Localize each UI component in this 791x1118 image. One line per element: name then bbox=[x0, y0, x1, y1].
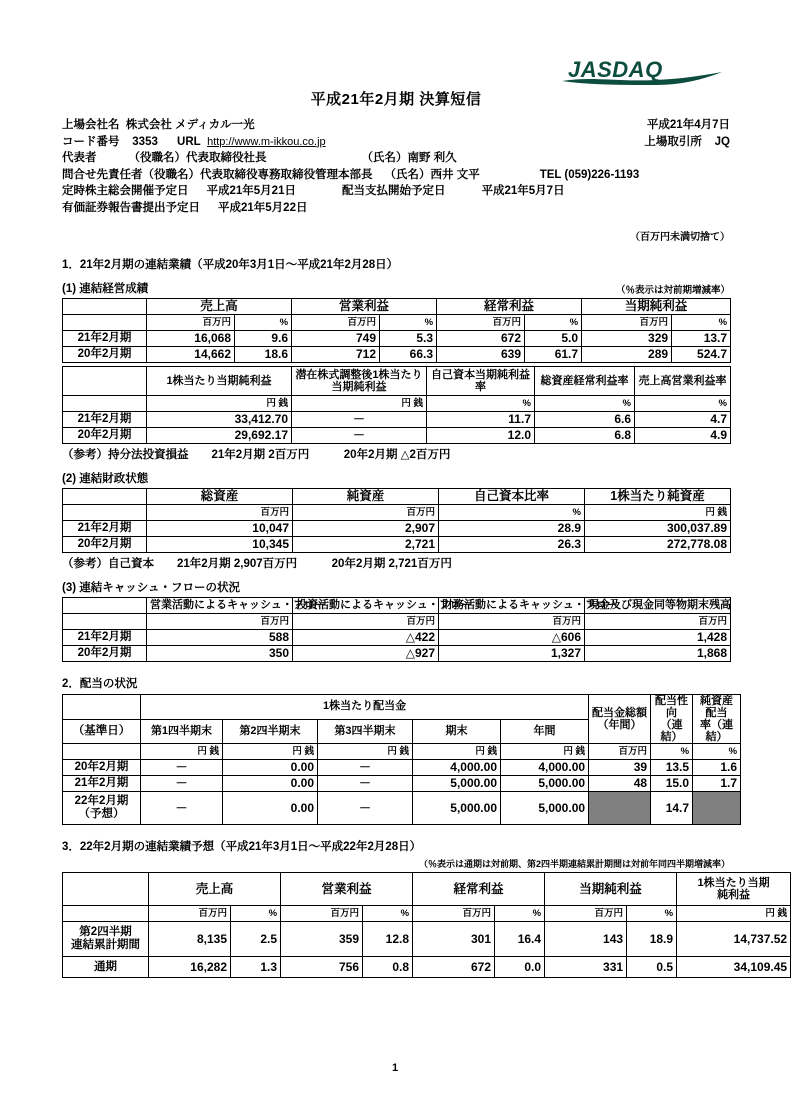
data-cell: 749 bbox=[292, 331, 380, 347]
data-cell: 0.8 bbox=[363, 957, 413, 978]
data-cell: 4.7 bbox=[635, 412, 731, 428]
shareholder-meeting-line bbox=[62, 183, 730, 200]
unit-cell: 円 銭 bbox=[585, 505, 731, 521]
cash-flow-table bbox=[62, 597, 731, 662]
row-label: 20年2月期 bbox=[63, 428, 147, 444]
data-cell: 0.00 bbox=[223, 776, 318, 792]
header-meta-right bbox=[644, 117, 730, 150]
data-cell: 1,327 bbox=[439, 646, 585, 662]
row-label-line2: 連結累計期間 bbox=[71, 939, 140, 951]
data-cell: 0.0 bbox=[495, 957, 545, 978]
data-cell: 5,000.00 bbox=[413, 776, 501, 792]
data-cell: 0.5 bbox=[627, 957, 677, 978]
unit-cell: % bbox=[627, 906, 677, 922]
section1-sub2-heading: (2) 連結財政状態 bbox=[62, 473, 149, 485]
col-net-assets: 純資産 bbox=[293, 489, 439, 505]
exchange-value: JQ bbox=[714, 135, 730, 148]
data-cell: 4.9 bbox=[635, 428, 731, 444]
table-unit-row bbox=[63, 906, 791, 922]
row-label: 21年2月期 bbox=[63, 412, 147, 428]
data-cell: △422 bbox=[293, 630, 439, 646]
col-group-ordinary-income: 経常利益 bbox=[437, 299, 582, 315]
data-cell: 756 bbox=[281, 957, 363, 978]
unit-cell: 百万円 bbox=[589, 744, 651, 760]
col-year-end: 期末 bbox=[413, 719, 501, 744]
data-cell: 331 bbox=[545, 957, 627, 978]
unit-cell: 百万円 bbox=[582, 315, 672, 331]
unit-corner-cell bbox=[63, 744, 141, 760]
data-cell: 33,412.70 bbox=[147, 412, 292, 428]
consolidated-results-table bbox=[62, 298, 731, 363]
data-cell: 5,000.00 bbox=[413, 792, 501, 825]
header-meta bbox=[62, 117, 730, 216]
unit-cell: 百万円 bbox=[545, 906, 627, 922]
exchange-label: 上場取引所 bbox=[644, 135, 702, 148]
data-cell: 301 bbox=[413, 922, 495, 957]
data-cell: 0.00 bbox=[223, 760, 318, 776]
data-cell: 5,000.00 bbox=[501, 792, 589, 825]
unit-cell: 百万円 bbox=[413, 906, 495, 922]
row-label-line1: 第2四半期 bbox=[79, 926, 132, 938]
data-cell: 143 bbox=[545, 922, 627, 957]
unit-cell: % bbox=[635, 396, 731, 412]
company-label: 上場会社名 bbox=[62, 119, 120, 131]
securities-report-label: 有価証券報告書提出予定日 bbox=[62, 201, 200, 214]
page-number: 1 bbox=[391, 1062, 399, 1074]
page-title: 平成21年2月期 決算短信 bbox=[310, 91, 482, 108]
col-operating-margin: 売上高営業利益率 bbox=[635, 367, 731, 396]
data-cell: 18.6 bbox=[235, 347, 292, 363]
data-cell: － bbox=[318, 760, 413, 776]
col-group-sales: 売上高 bbox=[147, 299, 292, 315]
row-label bbox=[63, 792, 141, 825]
corner-cell bbox=[63, 299, 147, 315]
unit-cell: 円 銭 bbox=[413, 744, 501, 760]
row-label: 21年2月期 bbox=[63, 521, 147, 537]
row-label: 通期 bbox=[63, 957, 149, 978]
data-cell: 48 bbox=[589, 776, 651, 792]
section1-sub1-heading-row bbox=[62, 280, 730, 296]
data-cell: － bbox=[141, 776, 223, 792]
table-row-forecast bbox=[63, 792, 741, 825]
corner-cell bbox=[63, 873, 149, 906]
data-cell: 1,428 bbox=[585, 630, 731, 646]
table-row bbox=[63, 957, 791, 978]
section3-note: （％表示は通期は対前期、第2四半期連結累計期間は対前年同四半期増減率） bbox=[418, 859, 730, 869]
table-row bbox=[63, 646, 731, 662]
unit-corner-cell bbox=[63, 505, 147, 521]
data-cell: 10,345 bbox=[147, 537, 293, 553]
shareholder-meeting-label: 定時株主総会開催予定日 bbox=[62, 185, 189, 197]
securities-report-date: 平成21年5月22日 bbox=[218, 201, 308, 214]
unit-cell: % bbox=[380, 315, 437, 331]
data-cell: 14,737.52 bbox=[677, 922, 791, 957]
data-cell: 6.6 bbox=[535, 412, 635, 428]
contact-name: （氏名）西井 文平 bbox=[384, 168, 480, 181]
dividend-status-table bbox=[62, 694, 741, 825]
dividend-payment-label: 配当支払開始予定日 bbox=[341, 185, 446, 197]
data-cell: 300,037.89 bbox=[585, 521, 731, 537]
col-payout-ratio bbox=[651, 695, 693, 744]
unit-corner-cell bbox=[63, 396, 147, 412]
unit-cell: 百万円 bbox=[147, 505, 293, 521]
data-cell: 39 bbox=[589, 760, 651, 776]
jasdaq-logo bbox=[560, 56, 730, 90]
data-cell: 359 bbox=[281, 922, 363, 957]
data-cell: 289 bbox=[582, 347, 672, 363]
data-cell: 12.8 bbox=[363, 922, 413, 957]
col-q3-end: 第3四半期末 bbox=[318, 719, 413, 744]
representative-name: （氏名）南野 利久 bbox=[361, 152, 457, 164]
contact-tel: TEL (059)226-1193 bbox=[539, 168, 640, 181]
data-cell: 8,135 bbox=[149, 922, 231, 957]
company-url[interactable]: http://www.m-ikkou.co.jp bbox=[207, 135, 326, 148]
data-cell: 13.7 bbox=[672, 331, 731, 347]
col-eps bbox=[677, 873, 791, 906]
company-line bbox=[62, 117, 730, 134]
unit-cell: 百万円 bbox=[437, 315, 525, 331]
representative-line bbox=[62, 150, 730, 167]
col-diluted-eps: 潜在株式調整後1株当たり当期純利益 bbox=[292, 367, 427, 396]
data-cell: 16,068 bbox=[147, 331, 235, 347]
data-cell: 4,000.00 bbox=[413, 760, 501, 776]
unit-cell: 円 銭 bbox=[147, 396, 292, 412]
col-total-assets: 総資産 bbox=[147, 489, 293, 505]
table-header-row bbox=[63, 367, 731, 396]
data-cell: 272,778.08 bbox=[585, 537, 731, 553]
col-eps: 1株当たり当期純利益 bbox=[147, 367, 292, 396]
data-cell-shaded bbox=[589, 792, 651, 825]
jasdaq-logo-wordmark: JASDAQ bbox=[568, 57, 663, 82]
col-bps: 1株当たり純資産 bbox=[585, 489, 731, 505]
url-label: URL bbox=[177, 135, 201, 148]
data-cell: 1.3 bbox=[231, 957, 281, 978]
data-cell: 18.9 bbox=[627, 922, 677, 957]
financial-position-table bbox=[62, 488, 731, 553]
col-net-asset-dividend-ratio-line2: 率（連結） bbox=[700, 719, 734, 743]
table-unit-row bbox=[63, 396, 731, 412]
page-content bbox=[62, 50, 788, 978]
data-cell: 588 bbox=[147, 630, 293, 646]
unit-corner-cell bbox=[63, 906, 149, 922]
data-cell: 6.8 bbox=[535, 428, 635, 444]
representative-label: 代表者 bbox=[62, 152, 97, 164]
unit-cell: 百万円 bbox=[147, 614, 293, 630]
contact-line bbox=[62, 167, 730, 184]
data-cell: 9.6 bbox=[235, 331, 292, 347]
data-cell: － bbox=[141, 792, 223, 825]
data-cell: 672 bbox=[413, 957, 495, 978]
unit-cell: 円 銭 bbox=[501, 744, 589, 760]
table-row bbox=[63, 521, 731, 537]
col-total-dividends-line1: 配当金総額 bbox=[592, 707, 648, 719]
data-cell: 5.0 bbox=[525, 331, 582, 347]
data-cell: － bbox=[318, 776, 413, 792]
col-eps-line1: 1株当たり当期 bbox=[697, 877, 770, 889]
unit-cell: % bbox=[651, 744, 693, 760]
unit-cell: % bbox=[231, 906, 281, 922]
col-annual: 年間 bbox=[501, 719, 589, 744]
table-unit-row bbox=[63, 744, 741, 760]
table-row bbox=[63, 537, 731, 553]
corner-cell bbox=[63, 367, 147, 396]
col-total-dividends bbox=[589, 695, 651, 744]
data-cell: 350 bbox=[147, 646, 293, 662]
unit-cell: 百万円 bbox=[281, 906, 363, 922]
data-cell: 34,109.45 bbox=[677, 957, 791, 978]
equity-method-reference: （参考）持分法投資損益 21年2月期 2百万円 20年2月期 △2百万円 bbox=[62, 449, 451, 461]
table-header-row bbox=[63, 299, 731, 315]
unit-cell: 円 銭 bbox=[223, 744, 318, 760]
contact-label: 問合せ先責任者（役職名）代表取締役専務取締役管理本部長 bbox=[62, 168, 373, 181]
data-cell: 12.0 bbox=[427, 428, 535, 444]
data-cell: － bbox=[141, 760, 223, 776]
own-capital-reference: （参考）自己資本 21年2月期 2,907百万円 20年2月期 2,721百万円 bbox=[62, 558, 452, 570]
report-date: 平成21年4月7日 bbox=[646, 119, 730, 131]
code-url-line bbox=[62, 134, 730, 151]
unit-cell: 百万円 bbox=[293, 505, 439, 521]
col-payout-ratio-line2: （連結） bbox=[660, 719, 683, 743]
data-cell: 2.5 bbox=[231, 922, 281, 957]
data-cell: 66.3 bbox=[380, 347, 437, 363]
table-row bbox=[63, 331, 731, 347]
row-label: 20年2月期 bbox=[63, 347, 147, 363]
unit-cell: % bbox=[525, 315, 582, 331]
table-unit-row bbox=[63, 505, 731, 521]
unit-cell: % bbox=[363, 906, 413, 922]
unit-cell: 百万円 bbox=[149, 906, 231, 922]
data-cell: 26.3 bbox=[439, 537, 585, 553]
data-cell: 1.6 bbox=[693, 760, 741, 776]
col-financing-cf: 財務活動によるキャッシュ・フロー bbox=[439, 598, 585, 614]
table-row bbox=[63, 428, 731, 444]
row-label: 21年2月期 bbox=[63, 630, 147, 646]
company-name: 株式会社 メディカル一光 bbox=[125, 119, 255, 131]
corner-cell bbox=[63, 598, 147, 614]
col-group-net-income: 当期純利益 bbox=[545, 873, 677, 906]
representative-title: （役職名）代表取締役社長 bbox=[128, 152, 267, 164]
data-cell: 2,721 bbox=[293, 537, 439, 553]
data-cell: 672 bbox=[437, 331, 525, 347]
col-group-operating-income: 営業利益 bbox=[292, 299, 437, 315]
data-cell: 10,047 bbox=[147, 521, 293, 537]
table-header-row-1 bbox=[63, 695, 741, 720]
jasdaq-logo-icon bbox=[560, 56, 730, 90]
shareholder-meeting-date: 平成21年5月21日 bbox=[206, 185, 296, 197]
col-roa: 総資産経常利益率 bbox=[535, 367, 635, 396]
data-cell: 5.3 bbox=[380, 331, 437, 347]
row-label-line2: （予想） bbox=[78, 808, 125, 820]
data-cell: － bbox=[292, 412, 427, 428]
col-equity-ratio: 自己資本比率 bbox=[439, 489, 585, 505]
col-group-dividend-per-share: 1株当たり配当金 bbox=[141, 695, 589, 720]
row-label: 21年2月期 bbox=[63, 331, 147, 347]
rounding-note: （百万円未満切捨て） bbox=[630, 232, 730, 243]
data-cell: － bbox=[292, 428, 427, 444]
data-cell: 14.7 bbox=[651, 792, 693, 825]
data-cell: 29,692.17 bbox=[147, 428, 292, 444]
table-row bbox=[63, 776, 741, 792]
col-investing-cf: 投資活動によるキャッシュ・フロー bbox=[293, 598, 439, 614]
data-cell: 16,282 bbox=[149, 957, 231, 978]
unit-cell: 百万円 bbox=[585, 614, 731, 630]
unit-corner-cell bbox=[63, 614, 147, 630]
data-cell: 1,868 bbox=[585, 646, 731, 662]
data-cell: 712 bbox=[292, 347, 380, 363]
col-group-operating-income: 営業利益 bbox=[281, 873, 413, 906]
col-operating-cf: 営業活動によるキャッシュ・フロー bbox=[147, 598, 293, 614]
data-cell: 524.7 bbox=[672, 347, 731, 363]
data-cell: 15.0 bbox=[651, 776, 693, 792]
col-roe: 自己資本当期純利益率 bbox=[427, 367, 535, 396]
data-cell: 4,000.00 bbox=[501, 760, 589, 776]
section1-sub1-note: （％表示は対前期増減率） bbox=[615, 285, 730, 296]
row-label: 21年2月期 bbox=[63, 776, 141, 792]
data-cell: 14,662 bbox=[147, 347, 235, 363]
code-label: コード番号 bbox=[62, 135, 120, 148]
row-label bbox=[63, 922, 149, 957]
table-row bbox=[63, 412, 731, 428]
table-row bbox=[63, 347, 731, 363]
col-q1-end: 第1四半期末 bbox=[141, 719, 223, 744]
data-cell: 11.7 bbox=[427, 412, 535, 428]
unit-cell: % bbox=[535, 396, 635, 412]
per-share-results-table bbox=[62, 366, 731, 444]
table-header-row bbox=[63, 489, 731, 505]
unit-cell: % bbox=[235, 315, 292, 331]
section1-sub1-heading: (1) 連結経営成績 bbox=[62, 283, 149, 295]
data-cell: 1.7 bbox=[693, 776, 741, 792]
data-cell: 61.7 bbox=[525, 347, 582, 363]
unit-cell: 百万円 bbox=[293, 614, 439, 630]
data-cell: △927 bbox=[293, 646, 439, 662]
corner-cell bbox=[63, 489, 147, 505]
data-cell: 16.4 bbox=[495, 922, 545, 957]
section1-heading: 1．21年2月期の連結業績（平成20年3月1日～平成21年2月28日） bbox=[62, 259, 399, 271]
unit-cell: 円 銭 bbox=[318, 744, 413, 760]
row-label: 20年2月期 bbox=[63, 537, 147, 553]
forecast-table bbox=[62, 872, 791, 978]
col-group-sales: 売上高 bbox=[149, 873, 281, 906]
exchange-line bbox=[644, 134, 730, 151]
section2-heading: 2．配当の状況 bbox=[62, 678, 138, 690]
unit-cell: 百万円 bbox=[292, 315, 380, 331]
table-header-row bbox=[63, 598, 731, 614]
data-cell: 0.00 bbox=[223, 792, 318, 825]
dividend-payment-date: 平成21年5月7日 bbox=[481, 185, 565, 197]
unit-cell: % bbox=[672, 315, 731, 331]
table-unit-row bbox=[63, 315, 731, 331]
col-eps-line2: 純利益 bbox=[717, 889, 751, 901]
col-group-ordinary-income: 経常利益 bbox=[413, 873, 545, 906]
unit-cell: 百万円 bbox=[147, 315, 235, 331]
unit-cell: 百万円 bbox=[439, 614, 585, 630]
record-date-label: （基準日） bbox=[63, 719, 141, 744]
col-payout-ratio-line1: 配当性向 bbox=[655, 695, 689, 719]
unit-cell: 円 銭 bbox=[141, 744, 223, 760]
data-cell: 639 bbox=[437, 347, 525, 363]
table-row bbox=[63, 630, 731, 646]
col-cash-balance: 現金及び現金同等物期末残高 bbox=[585, 598, 731, 614]
row-label: 20年2月期 bbox=[63, 760, 141, 776]
table-unit-row bbox=[63, 614, 731, 630]
row-label-line1: 22年2月期 bbox=[74, 795, 129, 807]
data-cell: 329 bbox=[582, 331, 672, 347]
data-cell: 2,907 bbox=[293, 521, 439, 537]
col-total-dividends-line2: （年間） bbox=[597, 719, 642, 731]
code-value: 3353 bbox=[132, 135, 158, 148]
table-row bbox=[63, 922, 791, 957]
unit-cell: % bbox=[693, 744, 741, 760]
data-cell: 13.5 bbox=[651, 760, 693, 776]
section3-heading: 3．22年2月期の連結業績予想（平成21年3月1日～平成22年2月28日） bbox=[62, 841, 422, 853]
col-net-asset-dividend-ratio bbox=[693, 695, 741, 744]
data-cell: 28.9 bbox=[439, 521, 585, 537]
table-header-row bbox=[63, 873, 791, 906]
data-cell-shaded bbox=[693, 792, 741, 825]
unit-cell: 円 銭 bbox=[677, 906, 791, 922]
col-net-asset-dividend-ratio-line1: 純資産配当 bbox=[700, 695, 734, 719]
unit-cell: % bbox=[495, 906, 545, 922]
data-cell: － bbox=[318, 792, 413, 825]
corner-cell bbox=[63, 695, 141, 720]
unit-cell: % bbox=[439, 505, 585, 521]
section1-sub3-heading: (3) 連結キャッシュ・フローの状況 bbox=[62, 582, 241, 594]
unit-corner-cell bbox=[63, 315, 147, 331]
unit-cell: % bbox=[427, 396, 535, 412]
data-cell: 5,000.00 bbox=[501, 776, 589, 792]
row-label: 20年2月期 bbox=[63, 646, 147, 662]
table-row bbox=[63, 760, 741, 776]
data-cell: △606 bbox=[439, 630, 585, 646]
unit-cell: 円 銭 bbox=[292, 396, 427, 412]
securities-report-line bbox=[62, 200, 730, 217]
col-q2-end: 第2四半期末 bbox=[223, 719, 318, 744]
col-group-net-income: 当期純利益 bbox=[582, 299, 731, 315]
